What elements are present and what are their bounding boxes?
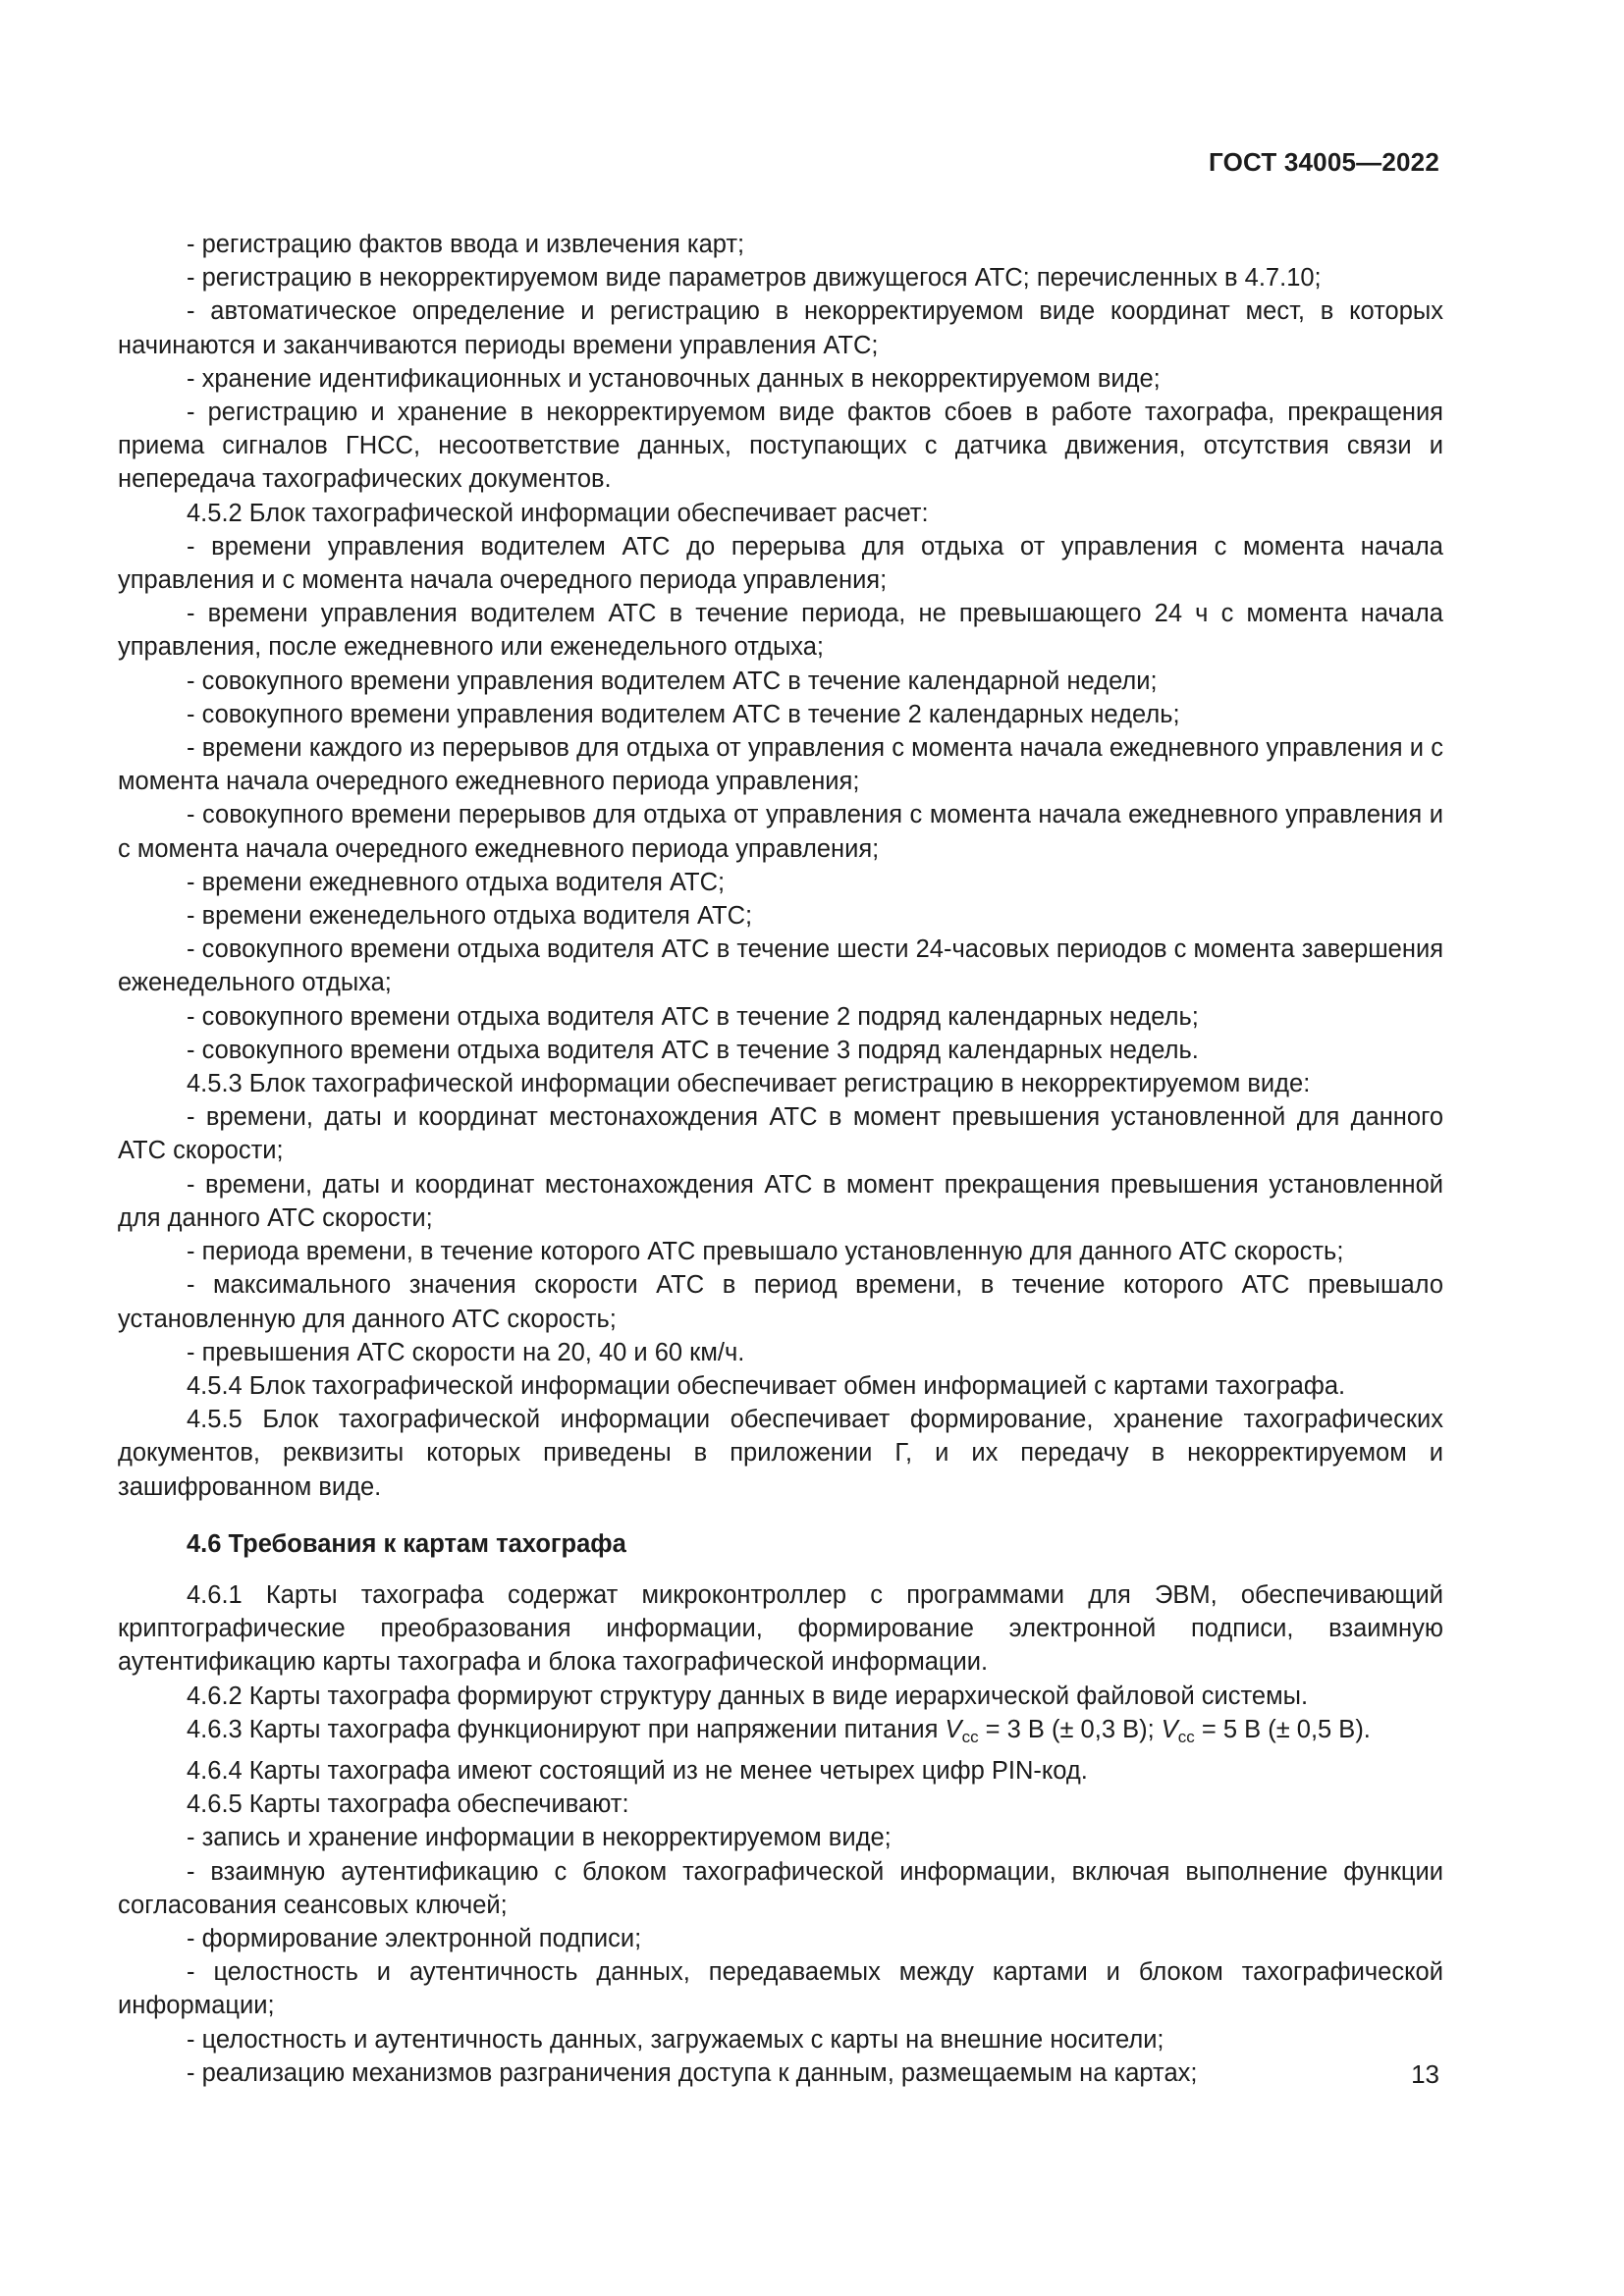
paragraph: - целостность и аутентичность данных, загружаемых с карты на внешние носители; <box>187 2025 1164 2054</box>
page-body <box>118 228 1443 2090</box>
paragraph: - времени, даты и координат местонахождения АТС в момент превышения установленной для данного АТС скорости; <box>118 1103 1443 1165</box>
paragraph: - совокупного времени отдыха водителя АТС в течение 2 подряд календарных недель; <box>187 1002 1199 1031</box>
paragraph: - совокупного времени управления водителем АТС в течение 2 календарных недель; <box>187 700 1180 728</box>
paragraph: - времени еженедельного отдыха водителя АТС; <box>187 902 753 931</box>
paragraph: - периода времени, в течение которого АТС превышало установленную для данного АТС скорость; <box>187 1238 1344 1266</box>
voltage-symbol: V <box>1161 1715 1178 1743</box>
paragraph: - совокупного времени отдыха водителя АТС в течение шести 24-часовых периодов с момента завершения еженедельного отдыха; <box>118 935 1443 997</box>
paragraph: - взаимную аутентификацию с блоком тахографической информации, включая выполнение функции согласования сеансовых ключей; <box>118 1857 1443 1919</box>
clause-4-6-5: 4.6.5 Карты тахографа обеспечивают: <box>187 1790 629 1819</box>
clause-4-6-3 <box>118 1713 1443 1754</box>
paragraph: - времени, даты и координат местонахождения АТС в момент прекращения превышения установленной для данного АТС скорости; <box>118 1170 1443 1232</box>
paragraph: - времени управления водителем АТС до перерыва для отдыха от управления с момента начала управления и с момента начала очередного периода управления; <box>118 532 1443 595</box>
paragraph: - целостность и аутентичность данных, передаваемых между картами и блоком тахографической информации; <box>118 1958 1443 2020</box>
clause-4-5-5: 4.5.5 Блок тахографической информации обеспечивает формирование, хранение тахографических документов, реквизиты которых приведены в приложении Г, и их передачу в некорректируемом и зашифрованном виде. <box>118 1406 1443 1501</box>
clause-4-5-3: 4.5.3 Блок тахографической информации обеспечивает регистрацию в некорректируемом виде: <box>187 1070 1311 1098</box>
paragraph: - максимального значения скорости АТС в период времени, в течение которого АТС превышало установленную для данного АТС скорость; <box>118 1271 1443 1333</box>
paragraph: - регистрацию в некорректируемом виде параметров движущегося АТС; перечисленных в 4.7.10; <box>187 264 1322 293</box>
page-number: 13 <box>1411 2059 1439 2089</box>
paragraph: - автоматическое определение и регистрацию в некорректируемом виде координат мест, в которых начинаются и заканчиваются периоды времени управления АТС; <box>118 297 1443 359</box>
clause-4-6-2: 4.6.2 Карты тахографа формируют структуру данных в виде иерархической файловой системы. <box>187 1682 1309 1710</box>
voltage-subscript: cc <box>1177 1727 1195 1746</box>
paragraph: - совокупного времени управления водителем АТС в течение календарной недели; <box>187 667 1158 695</box>
paragraph: - времени каждого из перерывов для отдыха от управления с момента начала ежедневного управления и с момента начала очередного ежедневного периода управления; <box>118 734 1443 796</box>
paragraph: - совокупного времени перерывов для отдыха от управления с момента начала ежедневного управления и с момента начала очередного ежедневного периода управления; <box>118 801 1443 863</box>
voltage-subscript: cc <box>961 1727 979 1746</box>
voltage-symbol: V <box>945 1715 962 1743</box>
paragraph: - регистрацию фактов ввода и извлечения карт; <box>187 231 745 258</box>
document-id-header: ГОСТ 34005—2022 <box>1209 147 1439 177</box>
voltage-value-1: = 3 В (± 0,3 В); <box>978 1715 1162 1743</box>
paragraph: - формирование электронной подписи; <box>187 1924 642 1952</box>
clause-4-6-1: 4.6.1 Карты тахографа содержат микроконтроллер с программами для ЭВМ, обеспечивающий криптографические преобразования информации, формирование электронной подписи, взаимную аутентификацию карты тахографа и блока тахографической информации. <box>118 1580 1443 1677</box>
paragraph: - запись и хранение информации в некорректируемом виде; <box>187 1824 892 1852</box>
paragraph: - совокупного времени отдыха водителя АТС в течение 3 подряд календарных недель. <box>187 1036 1199 1064</box>
clause-4-6-4: 4.6.4 Карты тахографа имеют состоящий из не менее четырех цифр PIN-код. <box>187 1756 1088 1785</box>
paragraph: - хранение идентификационных и установочных данных в некорректируемом виде; <box>187 364 1161 393</box>
paragraph: - реализацию механизмов разграничения доступа к данным, размещаемым на картах; <box>187 2058 1198 2087</box>
clause-lead-text: 4.6.3 Карты тахографа функционируют при напряжении питания <box>187 1715 946 1743</box>
section-heading: 4.6 Требования к картам тахографа <box>187 1529 626 1558</box>
paragraph: - времени управления водителем АТС в течение периода, не превышающего 24 ч с момента начала управления, после ежедневного или еженедельного отдыха; <box>118 600 1443 662</box>
paragraph: - времени ежедневного отдыха водителя АТС; <box>187 868 726 896</box>
paragraph: - регистрацию и хранение в некорректируемом виде фактов сбоев в работе тахографа, прекращения приема сигналов ГНСС, несоответствие данных, поступающих с датчика движения, отсутствия связи и непередача тахографических документов. <box>118 399 1443 494</box>
clause-4-5-4: 4.5.4 Блок тахографической информации обеспечивает обмен информацией с картами тахографа. <box>187 1371 1346 1400</box>
paragraph: - превышения АТС скорости на 20, 40 и 60 км/ч. <box>187 1338 745 1366</box>
voltage-value-2: = 5 В (± 0,5 В). <box>1194 1715 1371 1743</box>
clause-4-5-2: 4.5.2 Блок тахографической информации обеспечивает расчет: <box>187 499 929 527</box>
